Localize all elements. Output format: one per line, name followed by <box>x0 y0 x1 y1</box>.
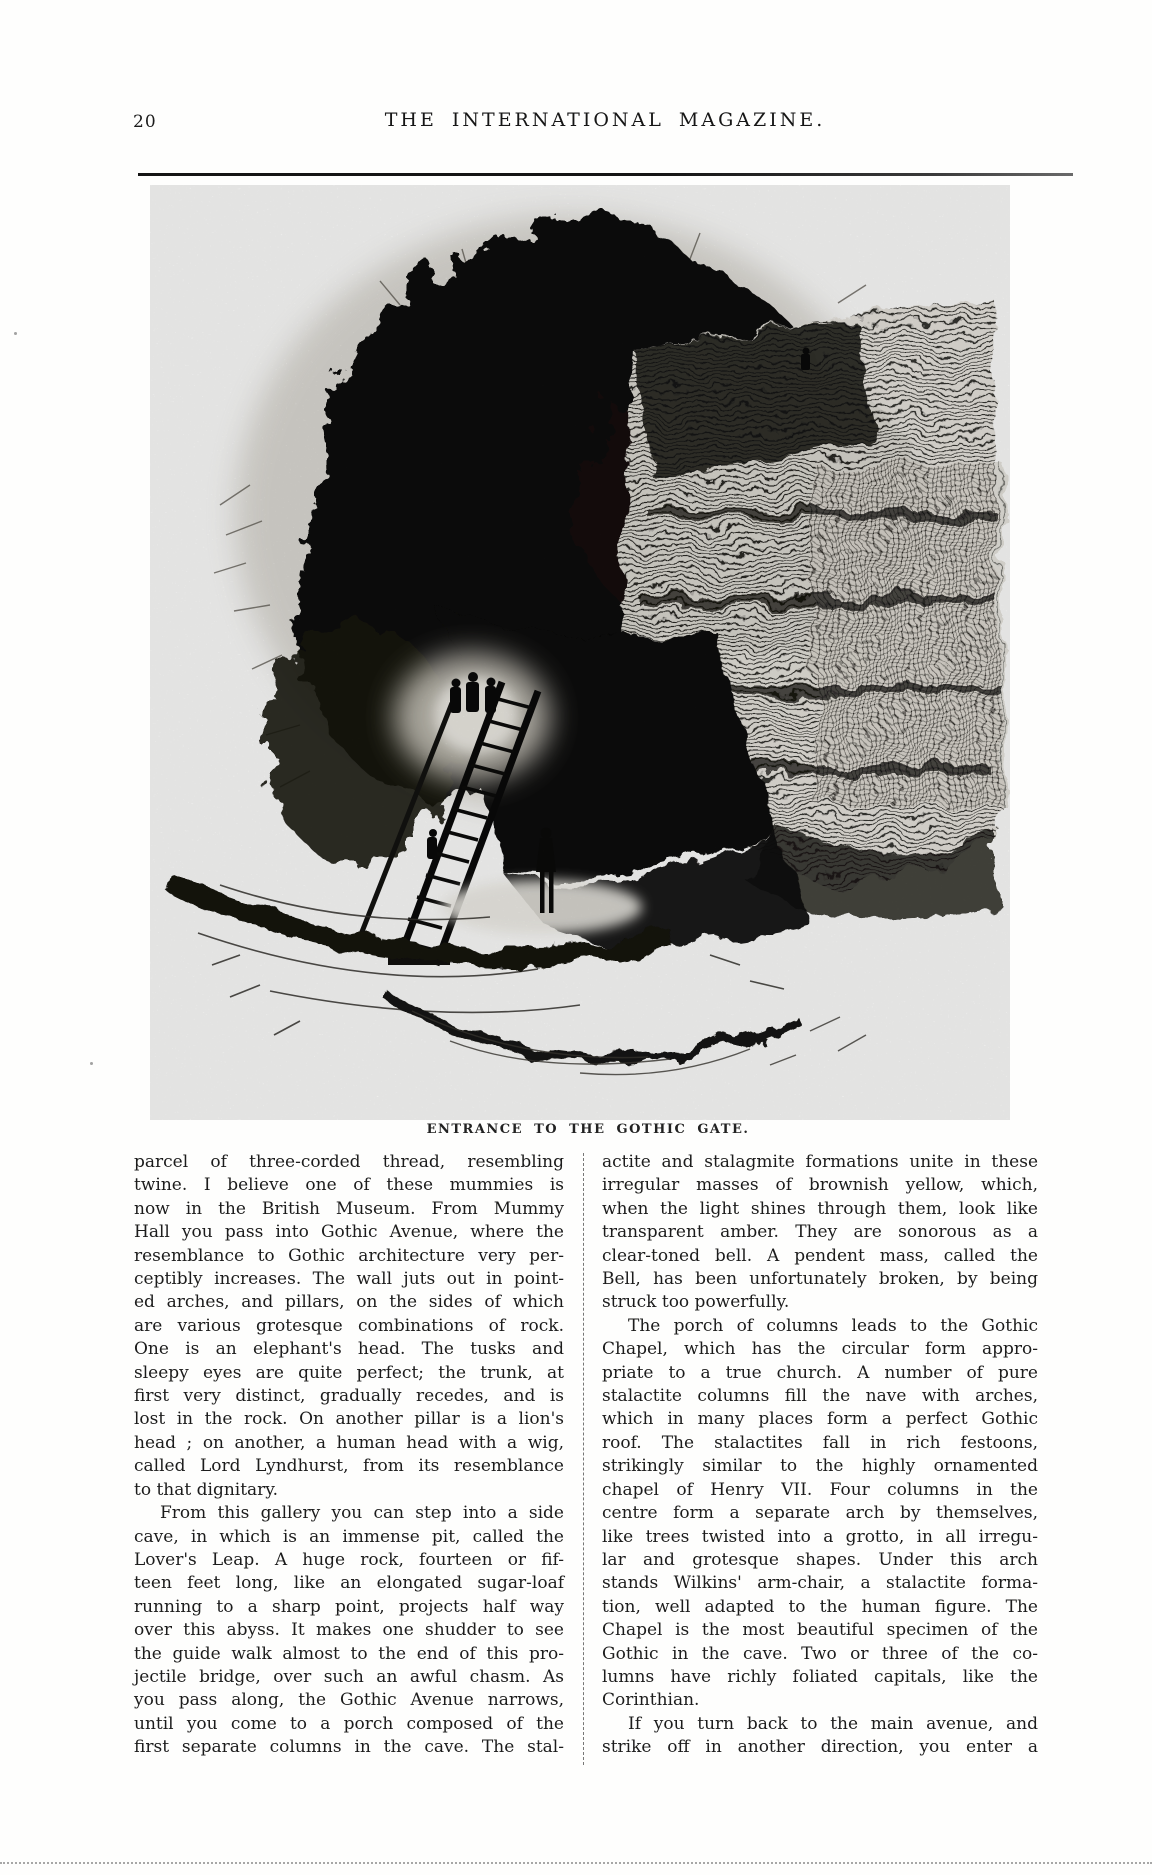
text-line: Chapel, which has the circular form appro- <box>602 1339 1038 1360</box>
text-line: stalactite columns fill the nave with arches, <box>602 1386 1038 1407</box>
text-line: transparent amber. They are sonorous as a <box>602 1222 1038 1243</box>
header-title: THE INTERNATIONAL MAGAZINE. <box>384 109 826 131</box>
text-line: ceptibly increases. The wall juts out in point- <box>134 1269 564 1290</box>
text-line: now in the British Museum. From Mummy <box>134 1198 564 1219</box>
scan-speck <box>90 1062 93 1065</box>
text-line: like trees twisted into a grotto, in all irregu- <box>602 1526 1038 1547</box>
header-rule <box>138 173 1073 176</box>
bottom-edge-rule <box>0 1862 1152 1864</box>
page-number: 20 <box>133 112 157 132</box>
column-divider <box>583 1153 584 1765</box>
text-line: the guide walk almost to the end of this pro- <box>134 1643 564 1664</box>
text-line: you pass along, the Gothic Avenue narrows, <box>134 1690 564 1711</box>
text-line: From this gallery you can step into a side <box>160 1503 564 1524</box>
text-line: running to a sharp point, projects half way <box>134 1596 564 1617</box>
text-line: jectile bridge, over such an awful chasm. As <box>134 1666 564 1687</box>
text-line: struck too powerfully. <box>602 1292 790 1313</box>
cave-engraving-illustration <box>150 185 1010 1120</box>
text-line: Corinthian. <box>602 1690 700 1711</box>
text-line: Bell, has been unfortunately broken, by being <box>602 1269 1038 1290</box>
text-line: resemblance to Gothic architecture very per- <box>134 1245 564 1266</box>
text-line: irregular masses of brownish yellow, which, <box>602 1175 1038 1196</box>
scan-speck <box>14 332 17 335</box>
text-line: first separate columns in the cave. The stal- <box>134 1737 564 1758</box>
text-line: until you come to a porch composed of the <box>134 1713 564 1734</box>
text-line: over this abyss. It makes one shudder to see <box>134 1620 564 1641</box>
cave-engraving <box>150 185 1010 1120</box>
text-line: head ; on another, a human head with a wig, <box>134 1432 564 1453</box>
text-line: first very distinct, gradually recedes, and is <box>134 1386 564 1407</box>
text-line: when the light shines through them, look like <box>602 1198 1038 1219</box>
text-line: to that dignitary. <box>134 1479 279 1500</box>
text-line: are various grotesque combinations of rock. <box>134 1315 564 1336</box>
text-line: The porch of columns leads to the Gothic <box>628 1315 1038 1336</box>
text-line: clear-toned bell. A pendent mass, called the <box>602 1245 1038 1266</box>
text-line: Gothic in the cave. Two or three of the co- <box>602 1643 1038 1664</box>
text-line: strike off in another direction, you enter a <box>602 1737 1038 1758</box>
illustration-caption: ENTRANCE TO THE GOTHIC GATE. <box>426 1122 750 1137</box>
text-line: Lover's Leap. A huge rock, fourteen or fif- <box>134 1549 564 1570</box>
text-line: lost in the rock. On another pillar is a lion's <box>134 1409 564 1430</box>
text-line: sleepy eyes are quite perfect; the trunk, at <box>134 1362 564 1383</box>
text-line: One is an elephant's head. The tusks and <box>134 1339 564 1360</box>
text-line: tion, well adapted to the human figure. The <box>602 1596 1038 1617</box>
text-line: Hall you pass into Gothic Avenue, where the <box>134 1222 564 1243</box>
text-line: Chapel is the most beautiful specimen of the <box>602 1620 1038 1641</box>
text-line: actite and stalagmite formations unite in these <box>602 1152 1038 1172</box>
text-line: centre form a separate arch by themselves, <box>602 1503 1038 1524</box>
text-line: roof. The stalactites fall in rich festoons, <box>602 1432 1038 1453</box>
text-line: chapel of Henry VII. Four columns in the <box>602 1479 1038 1500</box>
text-line: called Lord Lyndhurst, from its resemblance <box>134 1456 564 1477</box>
text-line: lar and grotesque shapes. Under this arch <box>602 1549 1038 1570</box>
column-right <box>602 1151 1038 1760</box>
text-line: teen feet long, like an elongated sugar-loaf <box>134 1573 564 1594</box>
text-line: If you turn back to the main avenue, and <box>628 1713 1038 1734</box>
text-line: lumns have richly foliated capitals, like the <box>602 1666 1038 1687</box>
column-left <box>134 1151 564 1760</box>
text-line: ed arches, and pillars, on the sides of which <box>134 1292 564 1313</box>
text-line: twine. I believe one of these mummies is <box>134 1175 564 1196</box>
text-line: priate to a true church. A number of pure <box>602 1362 1038 1383</box>
text-line: strikingly similar to the highly ornamented <box>602 1456 1038 1477</box>
text-line: cave, in which is an immense pit, called the <box>134 1526 564 1547</box>
text-line: stands Wilkins' arm-chair, a stalactite forma- <box>602 1573 1038 1594</box>
text-line: which in many places form a perfect Gothic <box>602 1409 1038 1430</box>
text-line: parcel of three-corded thread, resembling <box>134 1152 564 1172</box>
